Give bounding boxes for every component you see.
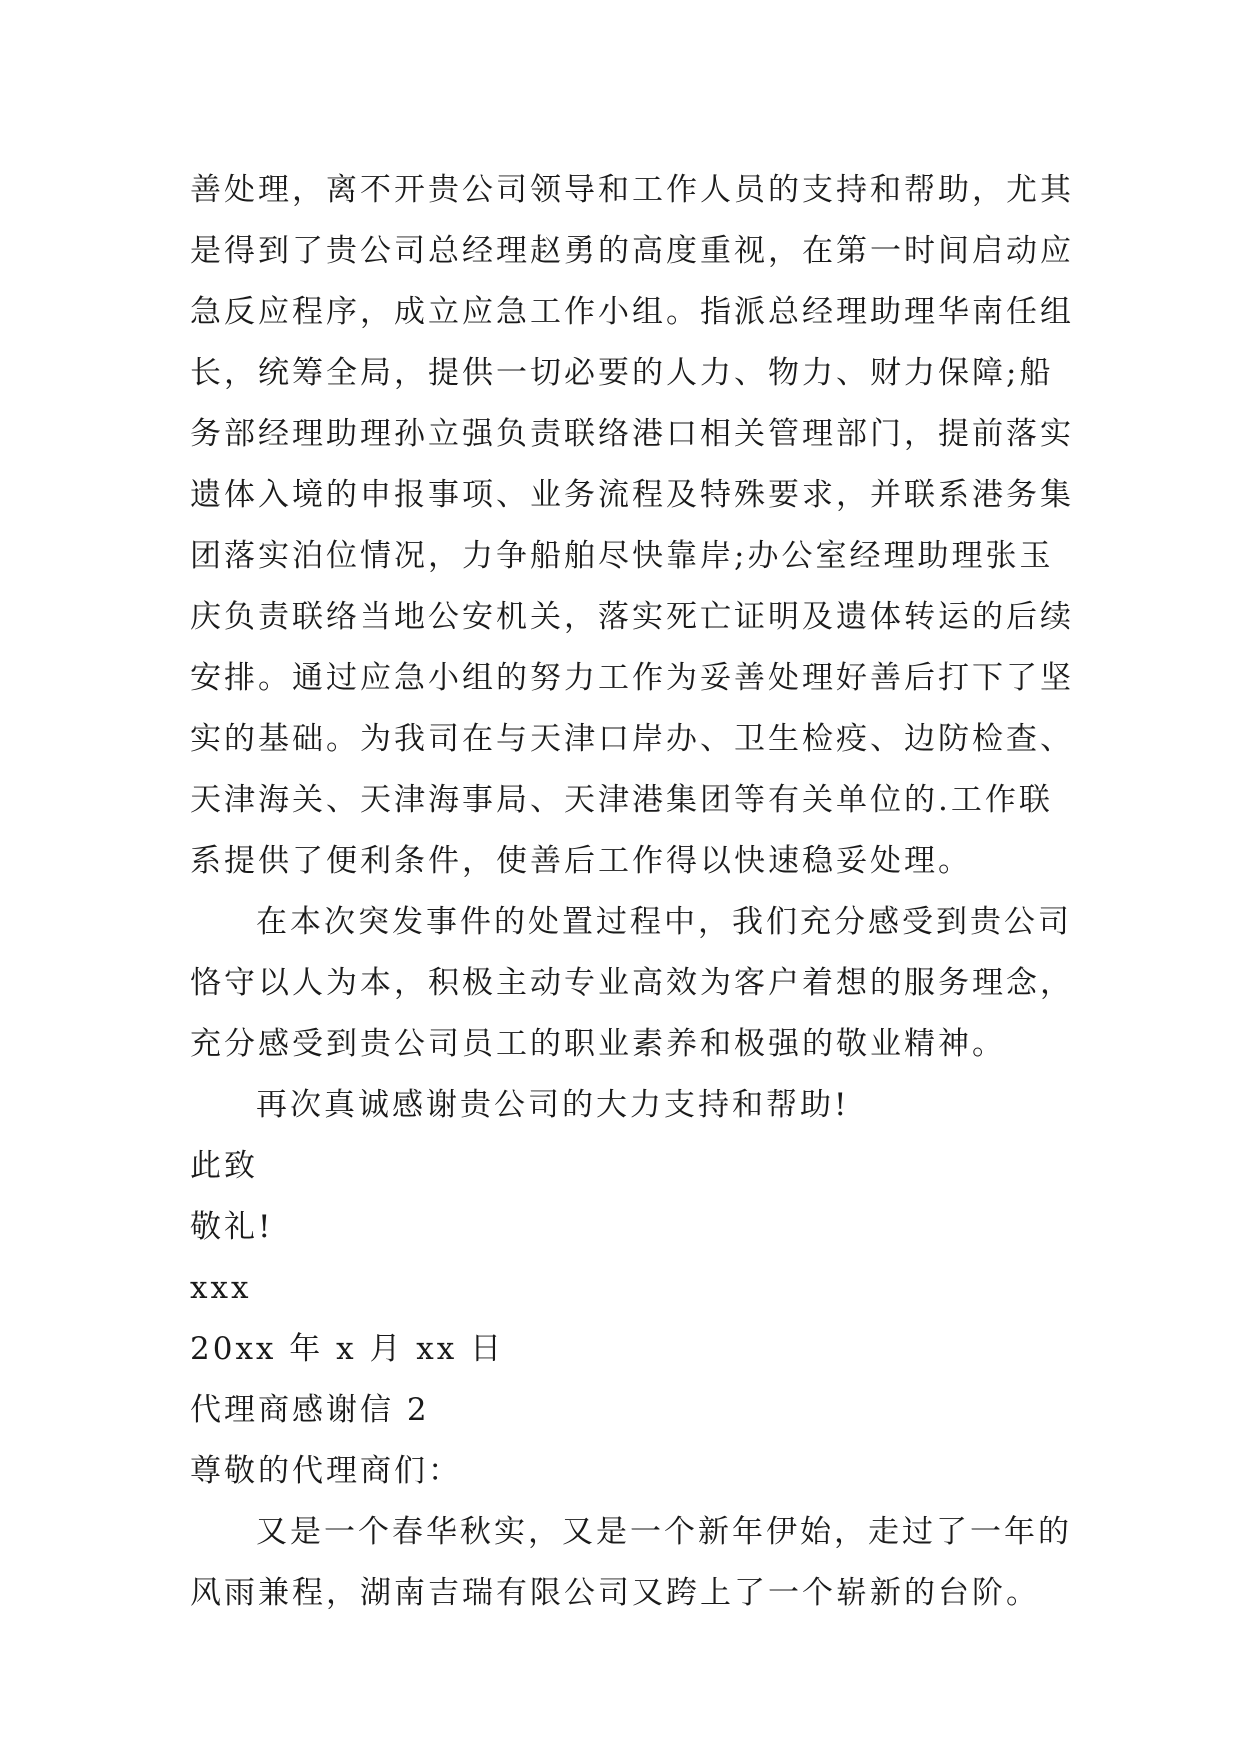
document-body xyxy=(190,160,1074,1624)
text-line: 系提供了便利条件，使善后工作得以快速稳妥处理。 xyxy=(190,843,972,879)
closing-salutation: 此致 xyxy=(190,1148,258,1184)
text-line: 庆负责联络当地公安机关，落实死亡证明及遗体转运的后续 xyxy=(190,599,1074,635)
text-line: 实的基础。为我司在与天津口岸办、卫生检疫、边防检查、 xyxy=(190,721,1074,757)
letter-2-paragraph-1 xyxy=(190,1502,1070,1624)
text-line: 安排。通过应急小组的努力工作为妥善处理好善后打下了坚 xyxy=(190,660,1074,696)
text-line: 天津海关、天津海事局、天津港集团等有关单位的.工作联 xyxy=(190,782,1053,818)
text-line: 善处理，离不开贵公司领导和工作人员的支持和帮助，尤其 xyxy=(190,172,1074,208)
text-line: 在本次突发事件的处置过程中，我们充分感受到贵公司 xyxy=(256,904,1072,940)
text-line: 又是一个春华秋实，又是一个新年伊始，走过了一年的 xyxy=(256,1514,1072,1550)
text-line: 长，统筹全局，提供一切必要的人力、物力、财力保障;船 xyxy=(190,355,1054,391)
signature: xxx xyxy=(190,1270,252,1306)
paragraph-2 xyxy=(190,892,1074,1075)
text-line: 急反应程序，成立应急工作小组。指派总经理助理华南任组 xyxy=(190,294,1074,330)
text-line: 团落实泊位情况，力争船舶尽快靠岸;办公室经理助理张玉 xyxy=(190,538,1054,574)
text-line: 风雨兼程，湖南吉瑞有限公司又跨上了一个崭新的台阶。 xyxy=(190,1575,1040,1611)
letter-2-title: 代理商感谢信 2 xyxy=(190,1392,430,1428)
text-line: 恪守以人为本，积极主动专业高效为客户着想的服务理念， xyxy=(190,965,1074,1001)
date: 20xx 年 x 月 xx 日 xyxy=(190,1331,505,1367)
text-line: 是得到了贵公司总经理赵勇的高度重视，在第一时间启动应 xyxy=(190,233,1074,269)
closing-regards: 敬礼! xyxy=(190,1209,274,1245)
letter-2-salutation: 尊敬的代理商们： xyxy=(190,1453,462,1489)
paragraph-1 xyxy=(190,160,1074,892)
text-line: 遗体入境的申报事项、业务流程及特殊要求，并联系港务集 xyxy=(190,477,1074,513)
paragraph-3: 再次真诚感谢贵公司的大力支持和帮助! xyxy=(256,1087,850,1123)
text-line: 充分感受到贵公司员工的职业素养和极强的敬业精神。 xyxy=(190,1026,1006,1062)
text-line: 务部经理助理孙立强负责联络港口相关管理部门，提前落实 xyxy=(190,416,1074,452)
